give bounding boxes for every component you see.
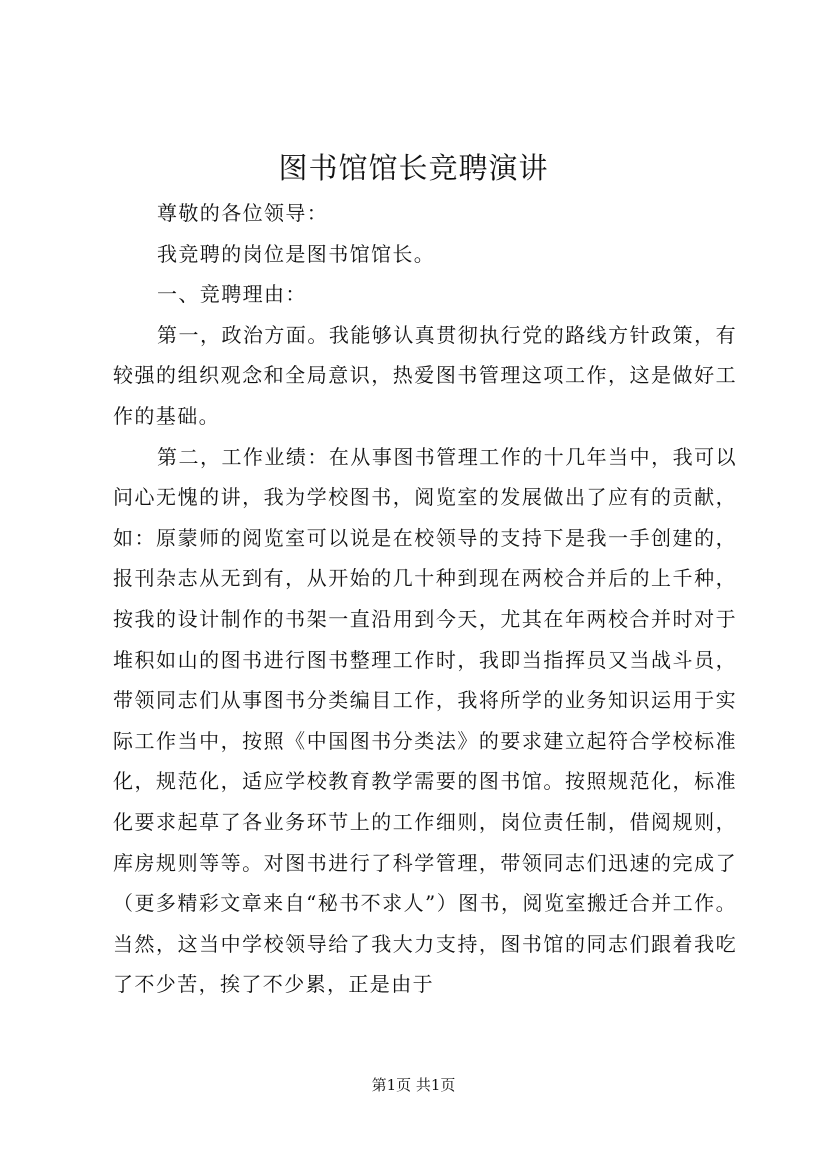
paragraph-political: 第一，政治方面。我能够认真贯彻执行党的路线方针政策，有较强的组织观念和全局意识，热爱图书管理这项工作，这是做好工作的基础。 [113,322,737,428]
document-body [113,193,737,1005]
paragraph-salutation: 尊敬的各位领导： [157,201,329,225]
page-footer: 第1页 共1页 [371,1076,456,1094]
paragraph-achievements: 第二，工作业绩：在从事图书管理工作的十几年当中，我可以问心无愧的讲，我为学校图书，阅览室的发展做出了应有的贡献，如：原蒙师的阅览室可以说是在校领导的支持下是我一手创建的，报刊杂志从无到有，从开始的几十种到现在两校合并后的上千种，按我的设计制作的书架一直沿用到今天，尤其在年两校合并时对于堆积如山的图书进行图书整理工作时，我即当指挥员又当战斗员，带领同志们从事图书分类编目工作，我将所学的业务知识运用于实际工作当中，按照《中国图书分类法》的要求建立起符合学校标准化，规范化，适应学校教育教学需要的图书馆。按照规范化，标准化要求起草了各业务环节上的工作细则，岗位责任制，借阅规则，库房规则等等。对图书进行了科学管理，带领同志们迅速的完成了（更多精彩文章来自“秘书不求人”）图书，阅览室搬迁合并工作。当然，这当中学校领导给了我大力支持，图书馆的同志们跟着我吃了不少苦，挨了不少累，正是由于 [113,444,737,997]
section-heading-reasons: 一、竞聘理由： [157,282,307,307]
document-title: 图书馆馆长竞聘演讲 [278,151,549,185]
paragraph-position: 我竞聘的岗位是图书馆馆长。 [157,241,436,266]
